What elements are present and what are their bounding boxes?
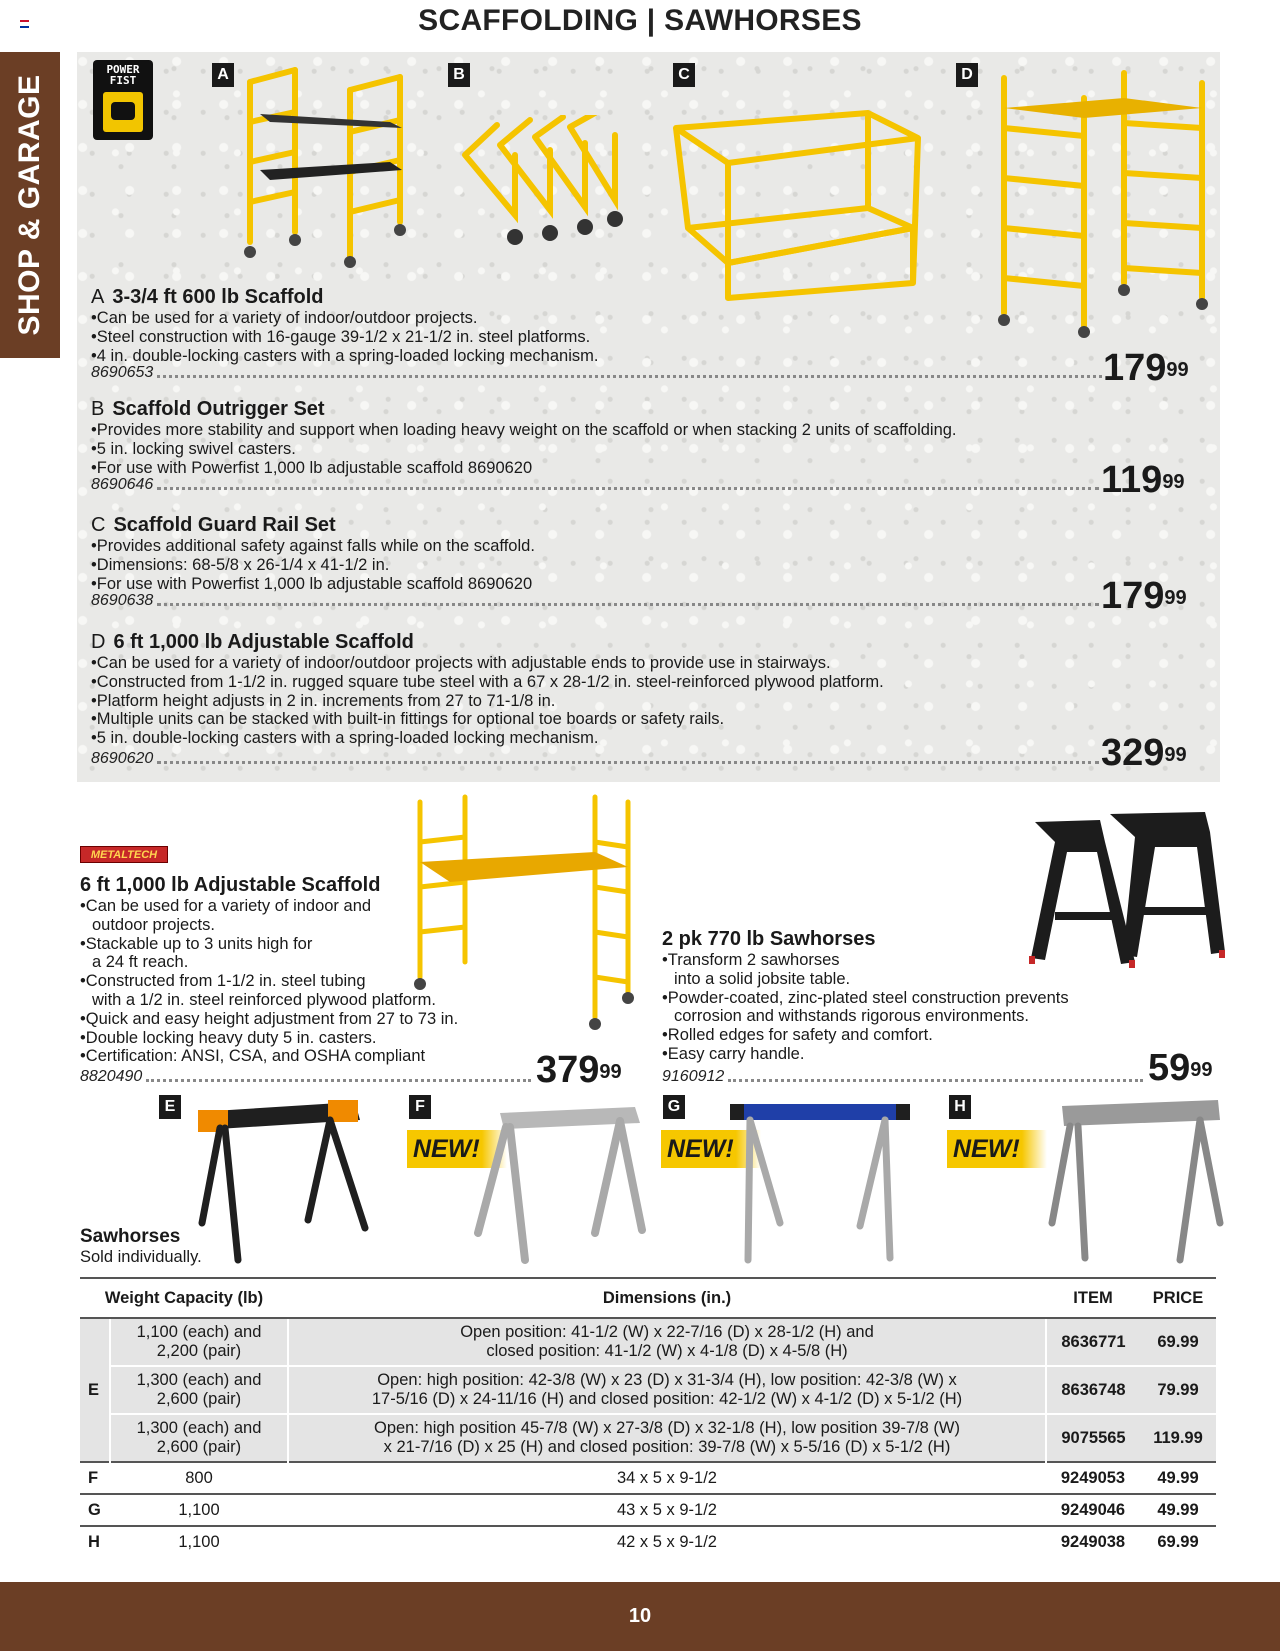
price-cell: 49.99	[1140, 1494, 1216, 1526]
product-c-description	[91, 513, 1031, 593]
dimensions-line: closed position: 41-1/2 (W) x 4-1/8 (D) x 4-5/8 (H)	[486, 1342, 848, 1360]
product-c-sku-line	[91, 592, 1103, 610]
weight-cell	[110, 1366, 288, 1414]
product-c-bullet: • For use with Powerfist 1,000 lb adjustable scaffold 8690620	[91, 575, 1031, 594]
product-a-price	[1103, 348, 1189, 388]
weight-line: 2,200 (pair)	[156, 1342, 242, 1360]
sawhorse-f-image	[470, 1105, 650, 1265]
product-d-price-dollars: 329	[1101, 732, 1165, 774]
item-cell: 9249038	[1046, 1526, 1140, 1558]
product-a-name: 3-3/4 ft 600 lb Scaffold	[112, 286, 324, 308]
sawhorse-2pk-sku: 9160912	[662, 1068, 725, 1085]
product-b-bullet: • For use with Powerfist 1,000 lb adjustable scaffold 8690620	[91, 459, 1111, 478]
metaltech-price-dollars: 379	[536, 1049, 600, 1091]
sawhorse-letter-g: G	[663, 1095, 685, 1119]
product-c-sku: 8690638	[91, 592, 154, 609]
table-row	[80, 1526, 1216, 1558]
section-side-tab-label: SHOP & GARAGE	[13, 74, 46, 336]
product-d-letter: D	[91, 631, 106, 653]
product-d-description	[91, 630, 1091, 748]
dimensions-line: 17-5/16 (D) x 24-11/16 (H) and closed position: 42-1/2 (W) x 4-1/2 (D) x 5-1/2 (H)	[371, 1390, 963, 1408]
dimensions-line: Open: high position 45-7/8 (W) x 27-3/8 (D) x 32-1/8 (H), low position 39-7/8 (W)	[374, 1419, 960, 1437]
product-a-sku-line	[91, 364, 1106, 382]
dimensions-cell: 42 x 5 x 9-1/2	[288, 1526, 1046, 1558]
guard-rail-image	[668, 108, 922, 308]
page-footer	[0, 1582, 1280, 1651]
product-a-letter: A	[91, 286, 105, 308]
weight-cell	[110, 1318, 288, 1366]
sawhorse-2pk-bullet: • Easy carry handle.	[662, 1045, 1112, 1064]
metaltech-bullet: • Quick and easy height adjustment from 27 to 73 in.	[80, 1010, 520, 1029]
weight-cell: 800	[110, 1462, 288, 1494]
new-badge-g: NEW!	[661, 1130, 761, 1168]
price-cell: 49.99	[1140, 1462, 1216, 1494]
sawhorses-caption-title: Sawhorses	[80, 1226, 181, 1247]
sawhorse-2pk-price	[1148, 1048, 1213, 1088]
product-b-sku: 8690646	[91, 476, 154, 493]
table-row	[80, 1462, 1216, 1494]
product-b-price	[1101, 460, 1185, 500]
product-d-name: 6 ft 1,000 lb Adjustable Scaffold	[113, 631, 414, 653]
dimensions-cell: 34 x 5 x 9-1/2	[288, 1462, 1046, 1494]
item-cell: 8636771	[1046, 1318, 1140, 1366]
metaltech-bullet-cont: a 24 ft reach.	[92, 953, 189, 972]
sawhorse-e-image	[190, 1098, 370, 1266]
price-cell: 69.99	[1140, 1318, 1216, 1366]
group-label-g: G	[80, 1494, 110, 1526]
product-c-bullet: • Provides additional safety against falls while on the scaffold.	[91, 537, 1031, 556]
weight-line: 1,300 (each) and	[136, 1419, 262, 1437]
col-weight: Weight Capacity (lb)	[80, 1278, 288, 1318]
product-c-price	[1101, 576, 1187, 616]
product-letter-d: D	[956, 63, 978, 87]
powerfist-logo-text: POWER FIST	[106, 63, 140, 87]
sawhorse-2pk-bullet: • Rolled edges for safety and comfort.	[662, 1026, 1112, 1045]
product-b-bullet: • 5 in. locking swivel casters.	[91, 440, 1111, 459]
dimensions-cell	[288, 1414, 1046, 1462]
dimensions-cell	[288, 1318, 1046, 1366]
product-b-letter: B	[91, 398, 105, 420]
product-c-bullet: • Dimensions: 68-5/8 x 26-1/4 x 41-1/2 in.	[91, 556, 1031, 575]
metaltech-logo: METALTECH	[80, 846, 168, 863]
metaltech-bullet: • Constructed from 1-1/2 in. steel tubing	[80, 972, 520, 991]
col-price: PRICE	[1140, 1278, 1216, 1318]
product-d-price-cents: 99	[1164, 744, 1187, 766]
product-d-sku: 8690620	[91, 750, 154, 767]
col-dimensions: Dimensions (in.)	[288, 1278, 1046, 1318]
price-cell: 79.99	[1140, 1366, 1216, 1414]
product-a-sku: 8690653	[91, 364, 154, 381]
dimensions-line: Open position: 41-1/2 (W) x 22-7/16 (D) x 28-1/2 (H) and	[460, 1323, 874, 1341]
weight-cell	[110, 1414, 288, 1462]
metaltech-sku-line	[80, 1068, 535, 1086]
sawhorse-h-image	[1040, 1098, 1225, 1266]
metaltech-name: 6 ft 1,000 lb Adjustable Scaffold	[80, 874, 381, 896]
scaffold-a-image	[240, 62, 410, 272]
product-a-bullet: • Steel construction with 16-gauge 39-1/2 x 21-1/2 in. steel platforms.	[91, 328, 1031, 347]
metaltech-bullet-cont: outdoor projects.	[92, 915, 215, 934]
metaltech-bullet: • Can be used for a variety of indoor and	[80, 897, 520, 916]
product-c-name: Scaffold Guard Rail Set	[113, 514, 336, 536]
product-a-bullet: • 4 in. double-locking casters with a spring-loaded locking mechanism.	[91, 347, 1031, 366]
powerfist-logo	[93, 60, 153, 140]
product-d-price	[1101, 733, 1187, 773]
sawhorse-letter-h: H	[949, 1095, 971, 1119]
sawhorse-2pk-price-dollars: 59	[1148, 1047, 1191, 1089]
metaltech-sku: 8820490	[80, 1068, 143, 1085]
sawhorse-2pk-price-cents: 99	[1190, 1059, 1213, 1081]
dimensions-cell	[288, 1366, 1046, 1414]
metaltech-bullet: • Double locking heavy duty 5 in. casters.	[80, 1029, 520, 1048]
metaltech-price	[536, 1050, 622, 1090]
item-cell: 9249046	[1046, 1494, 1140, 1526]
product-a-description	[91, 285, 1031, 365]
price-cell: 69.99	[1140, 1526, 1216, 1558]
outrigger-set-image	[455, 115, 625, 255]
sawhorse-2pk-bullet: • Transform 2 sawhorses	[662, 951, 1112, 970]
metaltech-price-cents: 99	[599, 1061, 622, 1083]
product-a-bullet: • Can be used for a variety of indoor/outdoor projects.	[91, 309, 1031, 328]
weight-line: 1,300 (each) and	[136, 1371, 262, 1389]
item-cell: 8636748	[1046, 1366, 1140, 1414]
item-cell: 9075565	[1046, 1414, 1140, 1462]
metaltech-bullet: • Certification: ANSI, CSA, and OSHA compliant	[80, 1047, 520, 1066]
table-row	[80, 1366, 1216, 1414]
section-side-tab	[0, 52, 60, 358]
product-d-bullet: • 5 in. double-locking casters with a spring-loaded locking mechanism.	[91, 729, 1091, 748]
group-label-e: E	[80, 1318, 110, 1462]
weight-line: 1,100 (each) and	[136, 1323, 262, 1341]
sawhorse-g-image	[720, 1098, 920, 1266]
product-b-name: Scaffold Outrigger Set	[112, 398, 325, 420]
table-header-row	[80, 1278, 1216, 1318]
table-row	[80, 1318, 1216, 1366]
dimensions-line: Open: high position: 42-3/8 (W) x 23 (D) x 31-3/4 (H), low position: 42-3/8 (W) x	[377, 1371, 957, 1389]
weight-line: 2,600 (pair)	[156, 1390, 242, 1408]
col-item: ITEM	[1046, 1278, 1140, 1318]
sawhorse-2pk-description	[662, 927, 1112, 1064]
sawhorse-2pk-bullet: • Powder-coated, zinc-plated steel construction prevents	[662, 989, 1112, 1008]
product-b-bullet: • Provides more stability and support when loading heavy weight on the scaffold or when stacking 2 units of scaffolding.	[91, 421, 1111, 440]
product-d-bullet: • Constructed from 1-1/2 in. rugged square tube steel with a 67 x 28-1/2 in. steel-reinforced plywood platform.	[91, 673, 1091, 692]
table-row	[80, 1494, 1216, 1526]
page-title: SCAFFOLDING | SAWHORSES	[418, 4, 862, 37]
product-c-price-dollars: 179	[1101, 575, 1165, 617]
weight-line: 2,600 (pair)	[156, 1438, 242, 1456]
weight-cell: 1,100	[110, 1494, 288, 1526]
product-c-letter: C	[91, 514, 106, 536]
group-label-f: F	[80, 1462, 110, 1494]
product-letter-b: B	[448, 63, 470, 87]
metaltech-bullet: • Stackable up to 3 units high for	[80, 935, 520, 954]
weight-cell: 1,100	[110, 1526, 288, 1558]
product-b-price-cents: 99	[1162, 471, 1185, 493]
sawhorse-letter-f: F	[409, 1095, 431, 1119]
table-row	[80, 1414, 1216, 1462]
product-d-sku-line	[91, 750, 1103, 768]
group-label-h: H	[80, 1526, 110, 1558]
product-d-bullet: • Can be used for a variety of indoor/outdoor projects with adjustable ends to provide use in stairways.	[91, 654, 1091, 673]
item-cell: 9249053	[1046, 1462, 1140, 1494]
sawhorses-caption-subtitle: Sold individually.	[80, 1248, 202, 1266]
product-b-price-dollars: 119	[1101, 459, 1163, 501]
sawhorse-letter-e: E	[159, 1095, 181, 1119]
product-c-price-cents: 99	[1164, 587, 1187, 609]
fist-icon	[103, 92, 143, 132]
page-number: 10	[628, 1605, 652, 1627]
sawhorse-2pk-sku-line	[662, 1068, 1147, 1086]
sawhorses-caption	[80, 1227, 202, 1267]
metaltech-bullet-cont: with a 1/2 in. steel reinforced plywood platform.	[92, 990, 436, 1009]
product-a-price-cents: 99	[1166, 359, 1189, 381]
new-badge-f: NEW!	[407, 1130, 507, 1168]
sawhorse-2pk-name: 2 pk 770 lb Sawhorses	[662, 928, 876, 950]
product-a-price-dollars: 179	[1103, 347, 1167, 389]
dimensions-line: x 21-7/16 (D) x 25 (H) and closed position: 39-7/8 (W) x 5-5/16 (D) x 5-1/2 (H)	[383, 1438, 951, 1456]
product-letter-c: C	[673, 63, 695, 87]
product-d-bullet: • Platform height adjusts in 2 in. increments from 27 to 71-1/8 in.	[91, 692, 1091, 711]
dimensions-cell: 43 x 5 x 9-1/2	[288, 1494, 1046, 1526]
new-badge-h: NEW!	[947, 1130, 1047, 1168]
metaltech-description	[80, 873, 520, 1066]
product-d-bullet: • Multiple units can be stacked with built-in fittings for optional toe boards or safety rails.	[91, 710, 1091, 729]
product-letter-a: A	[212, 63, 234, 87]
product-b-description	[91, 397, 1111, 477]
price-cell: 119.99	[1140, 1414, 1216, 1462]
sawhorse-2pk-bullet-cont: into a solid jobsite table.	[674, 969, 851, 988]
sawhorse-2pk-bullet-cont: corrosion and withstands rigorous environments.	[674, 1007, 1029, 1026]
sawhorse-spec-table	[80, 1277, 1216, 1558]
product-b-sku-line	[91, 476, 1103, 494]
